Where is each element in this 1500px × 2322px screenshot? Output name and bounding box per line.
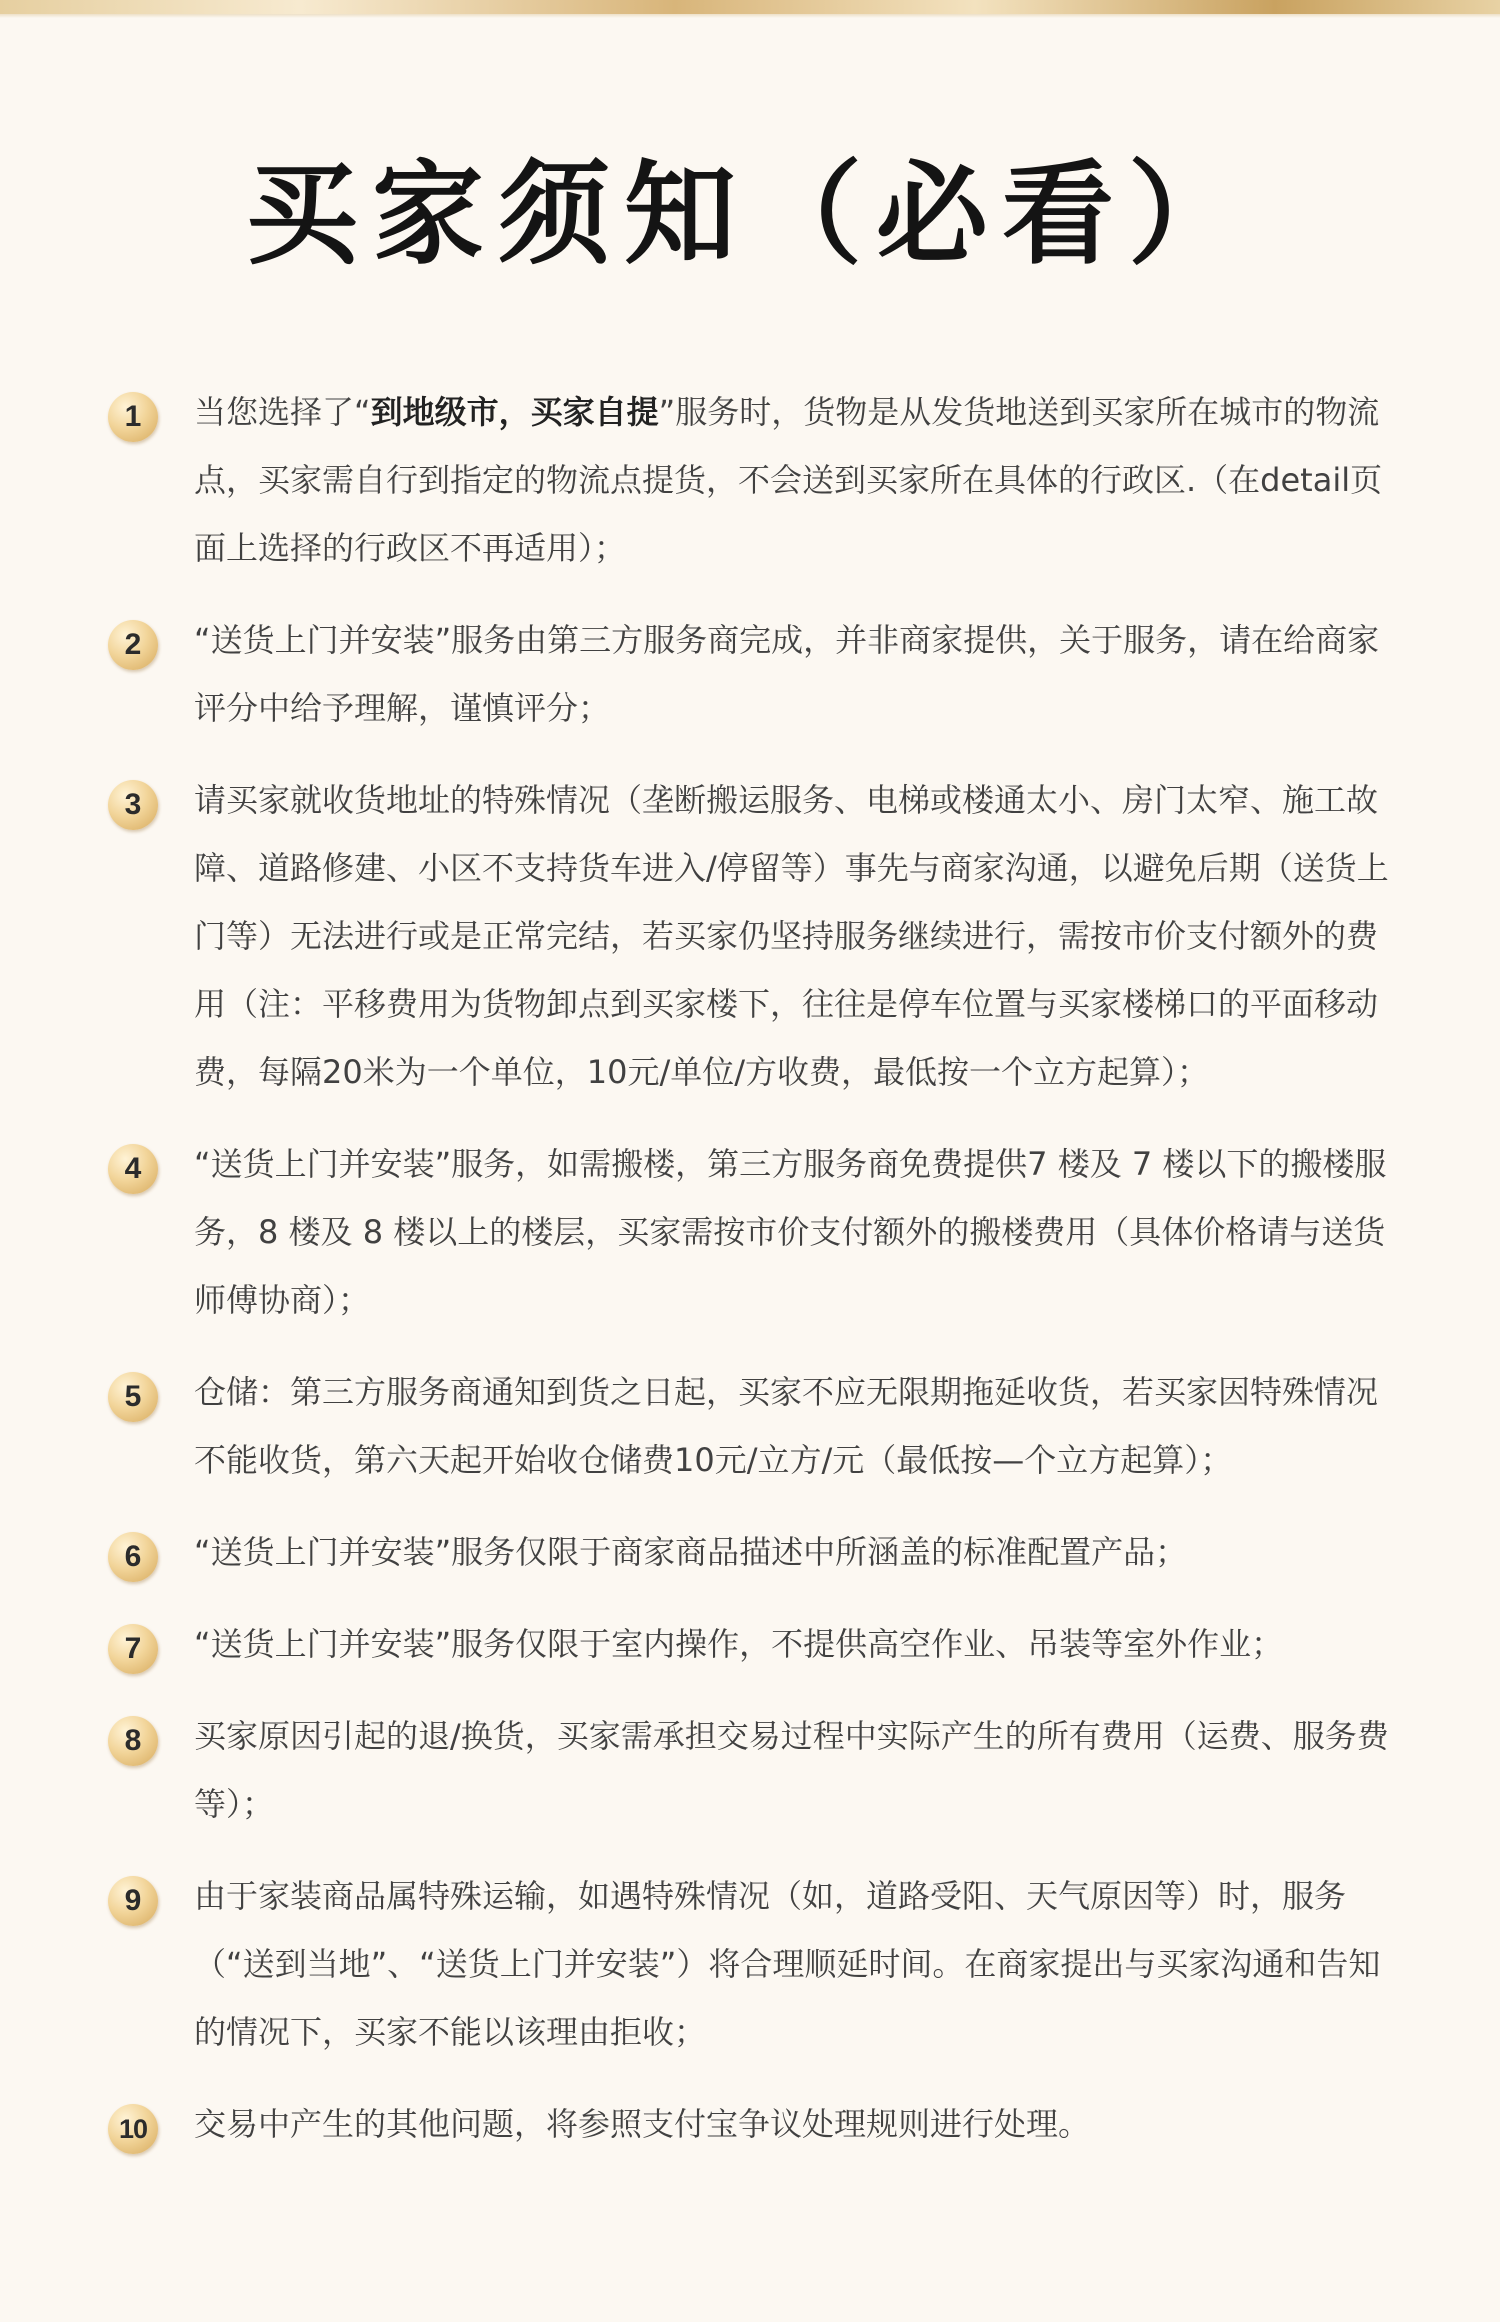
notice-text xyxy=(194,1610,1408,1678)
number-badge: 5 xyxy=(108,1372,158,1422)
notice-text xyxy=(194,1862,1408,2066)
notice-text xyxy=(194,378,1408,582)
notice-text-part: 仓储：第三方服务商通知到货之日起，买家不应无限期拖延收货，若买家因特殊情况不能收货，第六天起开始收仓储费10元/立方/元（最低按—个立方起算）； xyxy=(194,1373,1379,1479)
number-badge: 10 xyxy=(108,2104,158,2154)
notice-text-part: “送货上门并安装”服务仅限于商家商品描述中所涵盖的标准配置产品； xyxy=(194,1533,1188,1571)
notice-text-part: 买家原因引起的退/换货，买家需承担交易过程中实际产生的所有费用（运费、服务费等）； xyxy=(194,1717,1389,1823)
notice-text-part: 由于家装商品属特殊运输，如遇特殊情况（如，道路受阳、天气原因等）时，服务（“送到当地”、“送货上门并安装”）将合理顺延时间。在商家提出与买家沟通和告知的情况下，买家不能以该理由拒收； xyxy=(194,1877,1381,2051)
notice-item xyxy=(108,606,1408,742)
number-badge: 2 xyxy=(108,620,158,670)
notice-item xyxy=(108,378,1408,582)
notice-text-part: “送货上门并安装”服务仅限于室内操作，不提供高空作业、吊装等室外作业； xyxy=(194,1625,1284,1663)
number-badge: 4 xyxy=(108,1144,158,1194)
notice-text-part: 交易中产生的其他问题，将参照支付宝争议处理规则进行处理。 xyxy=(194,2105,1091,2143)
notice-text xyxy=(194,766,1408,1106)
notice-text-part: “送货上门并安装”服务，如需搬楼，第三方服务商免费提供7 楼及 7 楼以下的搬楼服务，8 楼及 8 楼以上的楼层，买家需按市价支付额外的搬楼费用（具体价格请与送货师傅协商）； xyxy=(194,1145,1387,1319)
number-badge: 9 xyxy=(108,1876,158,1926)
notice-item xyxy=(108,1130,1408,1334)
notice-text xyxy=(194,1130,1408,1334)
notice-text-part: ”服务时，货物是从发货地送到买家所在城市的物流点，买家需自行到指定的物流点提货，不会送到买家所在具体的行政区.（在detail页面上选择的行政区不再适用）； xyxy=(194,393,1383,567)
notice-text xyxy=(194,2090,1408,2158)
notice-item xyxy=(108,1702,1408,1838)
notice-text xyxy=(194,1518,1408,1586)
notice-item xyxy=(108,1610,1408,1678)
page-title: 买家须知（必看） xyxy=(246,150,1254,280)
number-badge: 3 xyxy=(108,780,158,830)
notice-item xyxy=(108,1518,1408,1586)
notice-emphasis: 到地级市，买家自提 xyxy=(370,393,659,431)
number-badge: 8 xyxy=(108,1716,158,1766)
notice-text-part: 请买家就收货地址的特殊情况（垄断搬运服务、电梯或楼通太小、房门太窄、施工故障、道路修建、小区不支持货车进入/停留等）事先与商家沟通，以避免后期（送货上门等）无法进行或是正常完结，若买家仍坚持服务继续进行，需按市价支付额外的费用（注：平移费用为货物卸点到买家楼下，往往是停车位置与买家楼梯口的平面移动费，每隔20米为一个单位，10元/单位/方收费，最低按一个立方起算）； xyxy=(194,781,1389,1091)
notice-item xyxy=(108,766,1408,1106)
notice-item xyxy=(108,1358,1408,1494)
top-gold-divider xyxy=(0,0,1500,14)
notice-list xyxy=(108,378,1408,2182)
notice-text xyxy=(194,1358,1408,1494)
notice-text-part: 当您选择了“ xyxy=(194,393,371,431)
number-badge: 1 xyxy=(108,392,158,442)
notice-item xyxy=(108,1862,1408,2066)
notice-item xyxy=(108,2090,1408,2158)
number-badge: 7 xyxy=(108,1624,158,1674)
notice-text xyxy=(194,606,1408,742)
notice-text xyxy=(194,1702,1408,1838)
number-badge: 6 xyxy=(108,1532,158,1582)
notice-text-part: “送货上门并安装”服务由第三方服务商完成，并非商家提供，关于服务，请在给商家评分中给予理解，谨慎评分； xyxy=(194,621,1380,727)
